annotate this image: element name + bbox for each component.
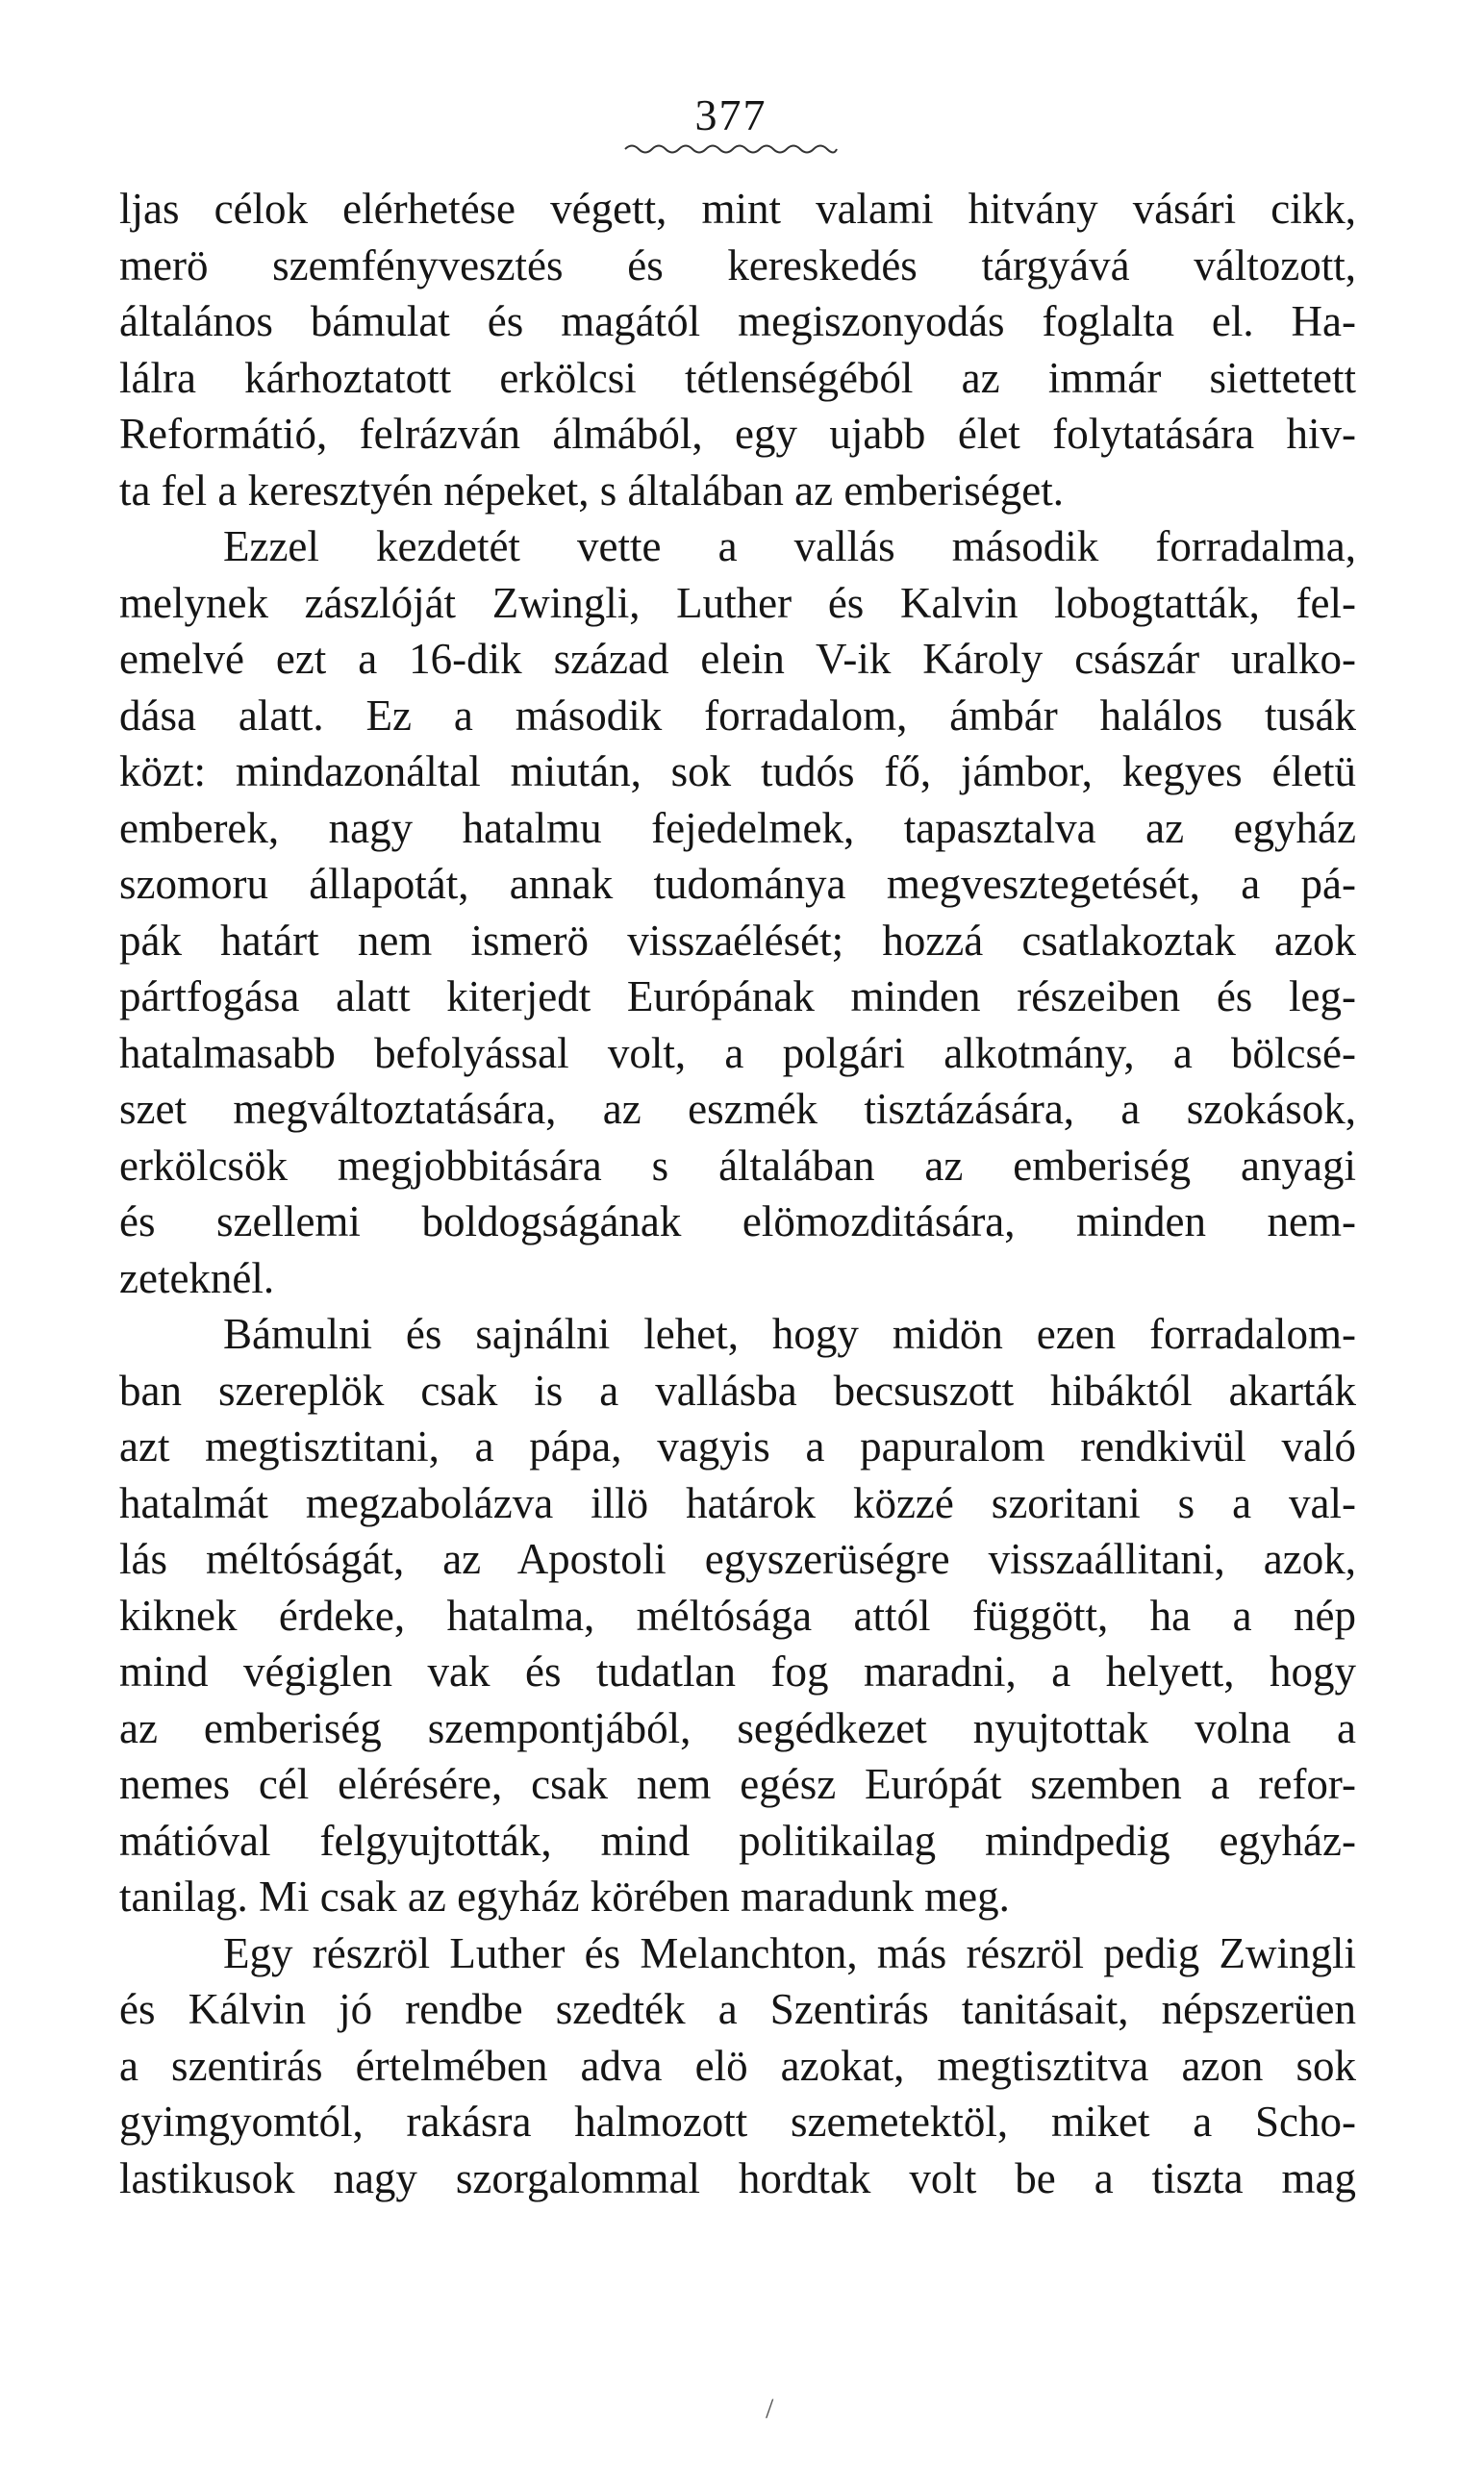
text-line: azt megtisztitani, a pápa, vagyis a papuralom rendkivül való [119, 1422, 1356, 1471]
text-line: kiknek érdeke, hatalma, méltósága attól függött, ha a nép [119, 1591, 1356, 1640]
text-line: mind végiglen vak és tudatlan fog maradni, a helyett, hogy [119, 1647, 1356, 1696]
paragraph-1 [119, 181, 1356, 518]
text-line: Ezzel kezdetét vette a vallás második forradalma, [223, 522, 1356, 570]
text-line: ljas célok elérhetése végett, mint valami hitvány vásári cikk, [119, 185, 1356, 233]
text-line: lastikusok nagy szorgalommal hordtak volt be a tiszta mag [119, 2153, 1356, 2202]
text-line: zeteknél. [119, 1253, 275, 1302]
text-line: hatalmasabb befolyással volt, a polgári alkotmány, a bölcsé- [119, 1028, 1356, 1077]
text-line: emelvé ezt a 16-dik század elein V-ik Károly császár uralko- [119, 635, 1356, 683]
text-line: a szentirás értelmében adva elö azokat, megtisztitva azon sok [119, 2041, 1356, 2090]
text-line: pák határt nem ismerö visszaélését; hozzá csatlakoztak azok [119, 916, 1356, 965]
text-line: nemes cél elérésére, csak nem egész Európát szemben a refor- [119, 1760, 1356, 1808]
text-line: mátióval felgyujtották, mind politikailag mindpedig egyház- [119, 1816, 1356, 1865]
text-line: gyimgyomtól, rakásra halmozott szemetektöl, miket a Scho- [119, 2098, 1356, 2146]
text-line: közt: mindazonáltal miután, sok tudós fő, jámbor, kegyes életü [119, 747, 1356, 795]
text-line: Bámulni és sajnálni lehet, hogy midön ezen forradalom- [223, 1310, 1356, 1358]
text-line: és Kálvin jó rendbe szedték a Szentirás tanitásait, népszerüen [119, 1985, 1356, 2033]
text-line: melynek zászlóját Zwingli, Luther és Kalvin lobogtatták, fel- [119, 578, 1356, 627]
text-line: erkölcsök megjobbitására s általában az emberiség anyagi [119, 1141, 1356, 1190]
text-line: pártfogása alatt kiterjedt Európának minden részeiben és leg- [119, 972, 1356, 1020]
stray-pencil-mark: / [766, 2393, 774, 2425]
text-line: szet megváltoztatására, az eszmék tisztázására, a szokások, [119, 1085, 1356, 1133]
text-line: lálra kárhoztatott erkölcsi tétlenségéból az immár siettetett [119, 353, 1356, 402]
text-line: merö szemfényvesztés és kereskedés tárgyává változott, [119, 240, 1356, 289]
text-line: tanilag. Mi csak az egyház körében maradunk meg. [119, 1873, 1010, 1921]
text-line: az emberiség szempontjából, segédkezet nyujtottak volna a [119, 1703, 1356, 1752]
text-line: szomoru állapotát, annak tudománya megvesztegetését, a pá- [119, 860, 1356, 908]
page-number: 377 [694, 90, 767, 139]
text-line: hatalmát megzabolázva illö határok közzé szoritani s a val- [119, 1478, 1356, 1527]
text-line: Reformátió, felrázván álmából, egy ujabb élet folytatására hiv- [119, 410, 1356, 458]
paragraph-2 [119, 518, 1356, 1306]
text-line: lás méltóságát, az Apostoli egyszerüségre visszaállitani, azok, [119, 1535, 1356, 1583]
wavy-rule-ornament [623, 140, 839, 158]
text-line: ban szereplök csak is a vallásba becsuszott hibáktól akarták [119, 1366, 1356, 1415]
text-line: és szellemi boldogságának elömozditására, minden nem- [119, 1197, 1356, 1245]
body-text [119, 181, 1356, 2206]
text-line: általános bámulat és magától megiszonyodás foglalta el. Ha- [119, 297, 1356, 345]
paragraph-3 [119, 1306, 1356, 1925]
text-line: ta fel a keresztyén népeket, s általában az emberiséget. [119, 465, 1064, 515]
paragraph-4 [119, 1925, 1356, 2207]
text-line: dása alatt. Ez a második forradalom, ámbár halálos tusák [119, 691, 1356, 740]
text-line: Egy részröl Luther és Melanchton, más részröl pedig Zwingli [223, 1928, 1356, 1977]
text-line: emberek, nagy hatalmu fejedelmek, tapasztalva az egyház [119, 803, 1356, 852]
